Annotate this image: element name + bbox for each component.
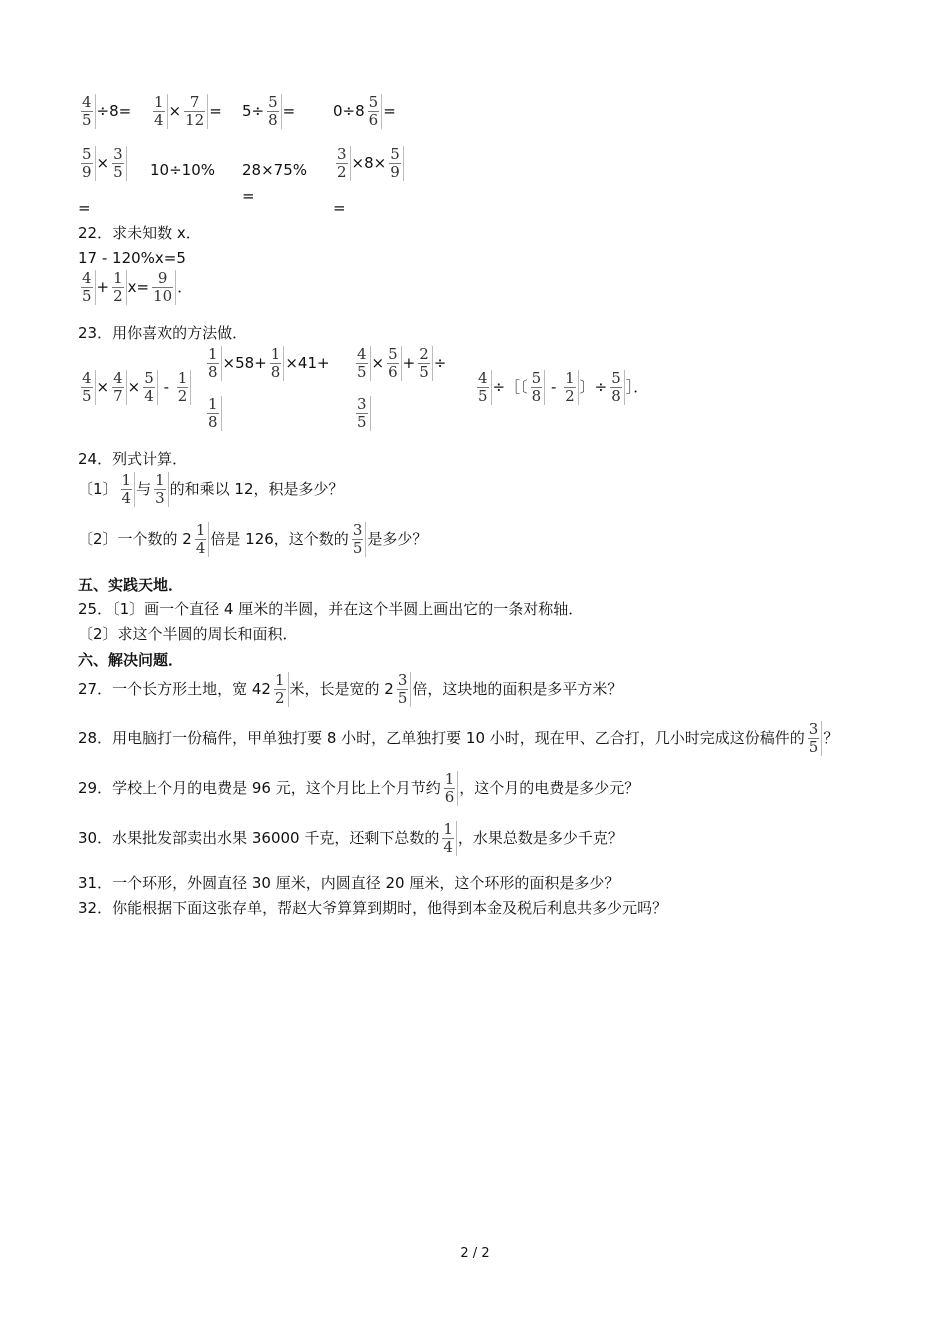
question-30: 30．水果批发部卖出水果 36000 千克，还剩下总数的 $\frac{1}{4}$ ，水果总数是多少千克？ <box>78 820 623 856</box>
question-24-title: 24．列式计算． <box>78 450 188 468</box>
expression-4: $\frac{4}{5}$ ÷［〔 $\frac{5}{8}$ - $\frac{1}{2}$ 〕÷ $\frac{5}{8}$ ］． <box>474 370 648 405</box>
question-27: 27．一个长方形土地，宽 42 $\frac{1}{2}$ 米，长是宽的 2 $\frac{3}{5}$ 倍，这块地的面积是多平方米？ <box>78 671 623 707</box>
question-24-part-2: 〔2〕一个数的 2 $\frac{1}{4}$ 倍是 126，这个数的 $\frac{3}{5}$ 是多少？ <box>78 521 428 557</box>
equals-sign: = <box>333 199 346 217</box>
calc-5-9-times-3-5: $\frac{5}{9}$ × $\frac{3}{5}$ <box>78 146 128 181</box>
question-23-title: 23．用你喜欢的方法做． <box>78 324 248 342</box>
question-24-part-1: 〔1〕 $\frac{1}{4}$ 与 $\frac{1}{3}$ 的和乘以 12，积是多少？ <box>78 471 344 507</box>
question-25-part-2: 〔2〕求这个半圆的周长和面积． <box>78 625 298 643</box>
page-number: 2 / 2 <box>460 1246 490 1261</box>
expression-3-cont: $\frac{3}{5}$ <box>353 396 372 431</box>
calc-3-2-times-8-times-5-9: $\frac{3}{2}$ ×8× $\frac{5}{9}$ <box>333 146 405 181</box>
question-29: 29．学校上个月的电费是 96 元，这个月比上个月节约 $\frac{1}{6}$ ，这个月的电费是多少元？ <box>78 770 640 806</box>
fraction: $\frac{4}{5}$ <box>79 94 96 129</box>
calc-4-5-div-8: $\frac{4}{5}$ ÷8= <box>78 94 131 129</box>
equals-sign: = <box>78 199 91 217</box>
calc-10-div-10pct: 10÷10% <box>150 161 215 179</box>
expression-3: $\frac{4}{5}$ × $\frac{5}{6}$ + $\frac{2}{5}$ ÷ <box>353 346 446 381</box>
question-22-title: 22．求未知数 x． <box>78 224 201 242</box>
calc-5-div-5-8: 5÷ $\frac{5}{8}$ = <box>242 93 296 129</box>
calc-0-div-8-5-6: 0÷8 $\frac{5}{6}$ = <box>333 93 396 129</box>
question-25-part-1: 25．〔1〕画一个直径 4 厘米的半圆，并在这个半圆上画出它的一条对称轴． <box>78 600 584 618</box>
calc-1-4-times-7-12: $\frac{1}{4}$ × $\frac{7}{12}$ = <box>150 94 222 129</box>
equation-2: $\frac{4}{5}$ + $\frac{1}{2}$ x= $\frac{9}{10}$ ． <box>78 270 192 305</box>
expression-2: $\frac{1}{8}$ ×58+ $\frac{1}{8}$ ×41+ <box>204 346 330 381</box>
expression-1: $\frac{4}{5}$ × $\frac{4}{7}$ × $\frac{5}{4}$ - $\frac{1}{2}$ <box>78 370 192 405</box>
section-5-heading: 五、实践天地． <box>78 576 184 594</box>
question-32: 32．你能根据下面这张存单，帮赵大爷算算到期时，他得到本金及税后利息共多少元吗？ <box>78 899 668 917</box>
section-6-heading: 六、解决问题． <box>78 651 184 669</box>
equals-sign: = <box>242 187 255 205</box>
question-31: 31．一个环形，外圆直径 30 厘米，内圆直径 20 厘米，这个环形的面积是多少？ <box>78 874 620 892</box>
question-28: 28．用电脑打一份稿件，甲单独打要 8 小时，乙单独打要 10 小时，现在甲、乙合打，几小时完成这份稿件的 $\frac{3}{5}$ ？ <box>78 720 839 756</box>
expression-2-cont: $\frac{1}{8}$ <box>204 396 223 431</box>
equation-1: 17 - 120%x=5 <box>78 249 186 267</box>
calc-28-times-75pct: 28×75% <box>242 161 307 179</box>
